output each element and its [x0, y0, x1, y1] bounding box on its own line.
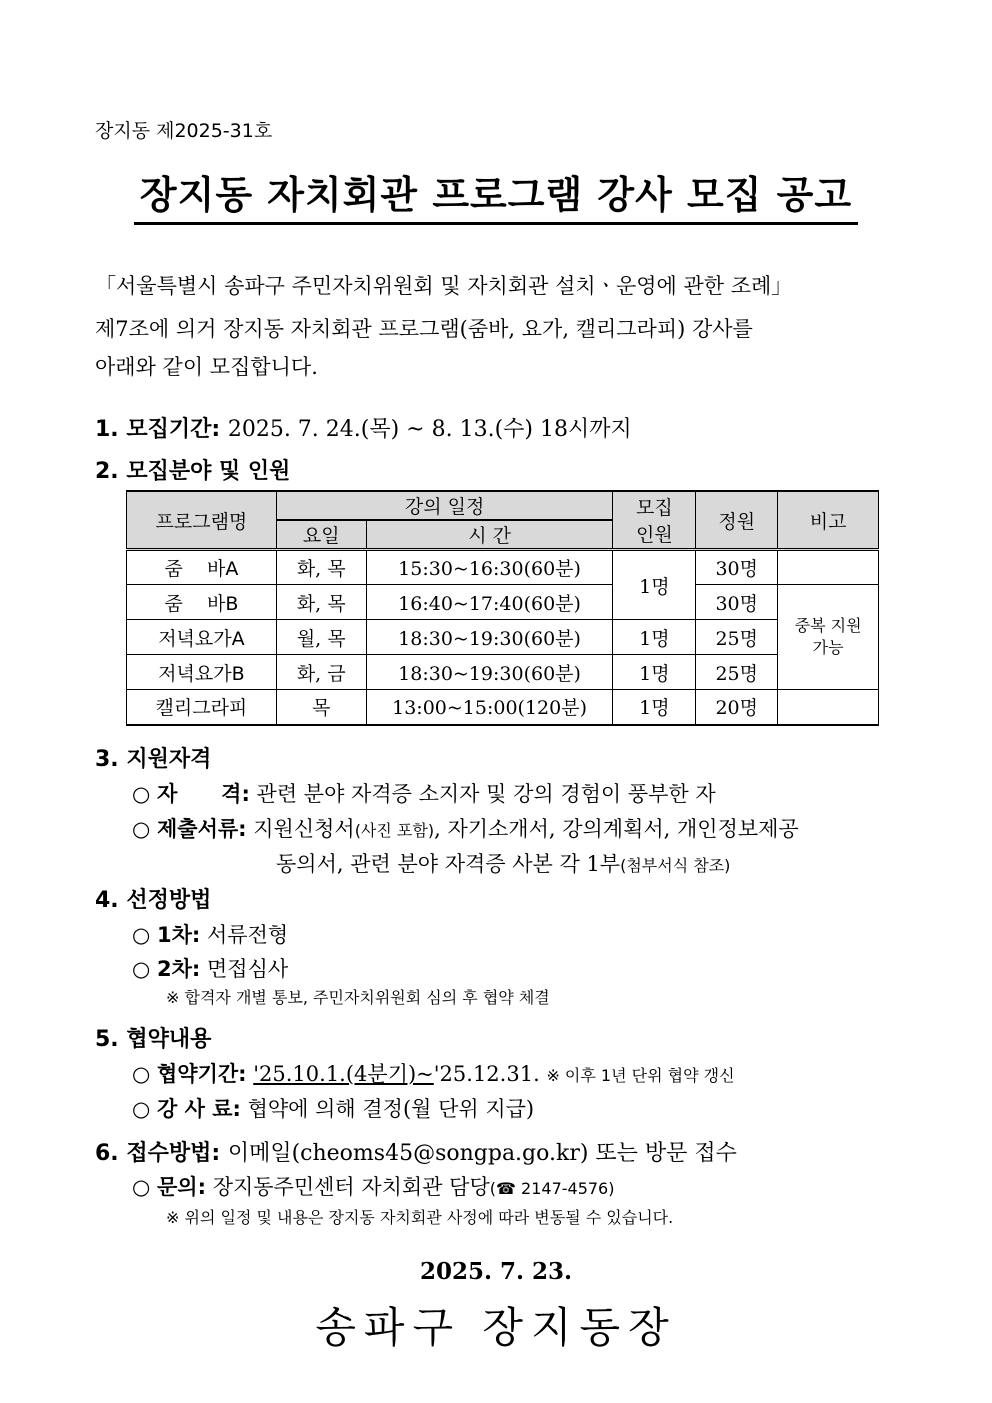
documents-value-c: , 자기소개서, 강의계획서, 개인정보제공: [434, 817, 799, 841]
header-recruit-line2: 인원: [636, 524, 673, 546]
inquiry-label: 문의:: [157, 1175, 206, 1199]
contract-period-label: 협약기간:: [157, 1062, 247, 1086]
documents-value-b: (사진 포함): [354, 821, 435, 840]
section-3-label: 지원자격: [126, 747, 212, 772]
bullet-icon: ○: [132, 782, 151, 806]
step-1-label: 1차:: [157, 923, 201, 947]
program-capacity: 25명: [696, 655, 778, 690]
program-day: 화, 목: [276, 585, 366, 620]
fee-value: 협약에 의해 결정(월 단위 지급): [247, 1097, 535, 1121]
documents-line2: 동의서, 관련 분야 자격증 사본 각 1부: [276, 852, 621, 876]
qualification-value: 관련 분야 자격증 소지자 및 강의 경험이 풍부한 자: [256, 782, 716, 806]
program-capacity: 20명: [696, 690, 778, 725]
section-6-label: 접수방법:: [126, 1141, 221, 1166]
program-name: 줌 바B: [127, 585, 277, 620]
program-name: 저녁요가A: [127, 620, 277, 655]
header-program: 프로그램명: [127, 491, 277, 550]
header-time: 시 간: [366, 520, 613, 550]
section-1-number: 1.: [95, 417, 119, 442]
signature: 송파구 장지동장: [315, 1303, 677, 1352]
program-capacity: 30명: [696, 550, 778, 585]
inquiry-value: 장지동주민센터 자치회관 담당: [212, 1175, 490, 1199]
selection-step-1: [132, 919, 288, 949]
program-time: 15:30~16:30(60분): [366, 550, 613, 585]
contract-period-item: [132, 1058, 735, 1088]
section-2: [95, 454, 290, 485]
section-6-number: 6.: [95, 1141, 119, 1166]
program-table: [126, 490, 879, 726]
change-note: ※ 위의 일정 및 내용은 장지동 자치회관 사정에 따라 변동될 수 있습니다.: [166, 1208, 674, 1227]
table-row: [127, 585, 879, 620]
header-recruit-line1: 모집: [636, 497, 673, 519]
program-day: 화, 목: [276, 550, 366, 585]
page-title: [0, 172, 992, 225]
bullet-icon: ○: [132, 817, 151, 841]
program-time: 18:30~19:30(60분): [366, 655, 613, 690]
section-6-value: 이메일(cheoms45@songpa.go.kr) 또는 방문 접수: [227, 1141, 737, 1166]
program-name: 줌 바A: [127, 550, 277, 585]
program-name: 저녁요가B: [127, 655, 277, 690]
program-remark: [778, 585, 879, 690]
section-4-label: 선정방법: [126, 888, 212, 913]
table-row: [127, 655, 879, 690]
issue-date: 2025. 7. 23.: [419, 1258, 573, 1285]
qualification-label: 자 격:: [157, 782, 250, 806]
selection-note: ※ 합격자 개별 통보, 주민자치위원회 심의 후 협약 체결: [166, 988, 550, 1007]
program-capacity: 25명: [696, 620, 778, 655]
document-number: 장지동 제2025-31호: [95, 120, 273, 142]
program-remark-empty: [778, 690, 879, 725]
bullet-icon: ○: [132, 923, 151, 947]
section-3: [95, 742, 211, 773]
documents-value-a: 지원신청서: [253, 817, 355, 841]
documents-line2-small: (첨부서식 참조): [620, 856, 731, 875]
section-1: [95, 412, 632, 443]
bullet-icon: ○: [132, 1175, 151, 1199]
program-recruit: 1명: [613, 620, 696, 655]
step-2-label: 2차:: [157, 957, 201, 981]
section-2-label: 모집분야 및 인원: [126, 459, 291, 484]
program-time: 18:30~19:30(60분): [366, 620, 613, 655]
section-2-number: 2.: [95, 459, 119, 484]
program-recruit: 1명: [613, 550, 696, 620]
table-row: [127, 620, 879, 655]
remark-line2: 가능: [812, 638, 844, 657]
header-schedule: 강의 일정: [276, 491, 613, 520]
intro-line-2: 제7조에 의거 장지동 자치회관 프로그램(줌바, 요가, 캘리그라피) 강사를: [95, 317, 753, 341]
contract-period-value-underlined: '25.10.1.(4분기)~: [253, 1062, 434, 1086]
phone-number: (☎ 2147-4576): [489, 1179, 615, 1198]
section-4-number: 4.: [95, 888, 119, 913]
qualification-item: [132, 778, 716, 808]
remark-line1: 중복 지원: [794, 616, 862, 635]
step-2-value: 면접심사: [207, 957, 289, 981]
bullet-icon: ○: [132, 1062, 151, 1086]
step-1-value: 서류전형: [207, 923, 289, 947]
fee-label: 강 사 료:: [157, 1097, 241, 1121]
section-5-number: 5.: [95, 1027, 119, 1052]
intro-line-3: 아래와 같이 모집합니다.: [95, 355, 318, 379]
intro-line-1: 「서울특별시 송파구 주민자치위원회 및 자치회관 설치ㆍ운영에 관한 조례」: [95, 274, 793, 298]
table-row: [127, 550, 879, 585]
table-row: [127, 690, 879, 725]
program-name: 캘리그라피: [127, 690, 277, 725]
contract-period-note: ※ 이후 1년 단위 협약 갱신: [546, 1066, 735, 1085]
header-capacity: 정원: [696, 491, 778, 550]
program-time: 16:40~17:40(60분): [366, 585, 613, 620]
program-recruit: 1명: [613, 690, 696, 725]
fee-item: [132, 1093, 534, 1123]
section-1-label: 모집기간:: [126, 417, 221, 442]
section-5: [95, 1022, 211, 1053]
program-recruit: 1명: [613, 655, 696, 690]
inquiry-item: [132, 1171, 614, 1201]
program-day: 월, 목: [276, 620, 366, 655]
section-4: [95, 883, 211, 914]
bullet-icon: ○: [132, 957, 151, 981]
program-time: 13:00~15:00(120분): [366, 690, 613, 725]
documents-item: [132, 813, 799, 843]
contract-period-value: '25.12.31.: [433, 1062, 540, 1086]
header-remark: 비고: [778, 491, 879, 550]
selection-step-2: [132, 953, 288, 983]
header-recruit: [613, 491, 696, 550]
program-day: 화, 금: [276, 655, 366, 690]
title-text: 장지동 자치회관 프로그램 강사 모집 공고: [134, 172, 858, 225]
section-1-value: 2025. 7. 24.(목) ~ 8. 13.(수) 18시까지: [227, 417, 632, 442]
program-capacity: 30명: [696, 585, 778, 620]
section-3-number: 3.: [95, 747, 119, 772]
section-5-label: 협약내용: [126, 1027, 212, 1052]
bullet-icon: ○: [132, 1097, 151, 1121]
program-remark-empty: [778, 550, 879, 585]
program-day: 목: [276, 690, 366, 725]
documents-label: 제출서류:: [157, 817, 247, 841]
section-6: [95, 1136, 737, 1167]
header-day: 요일: [276, 520, 366, 550]
documents-item-line2: [276, 848, 730, 878]
